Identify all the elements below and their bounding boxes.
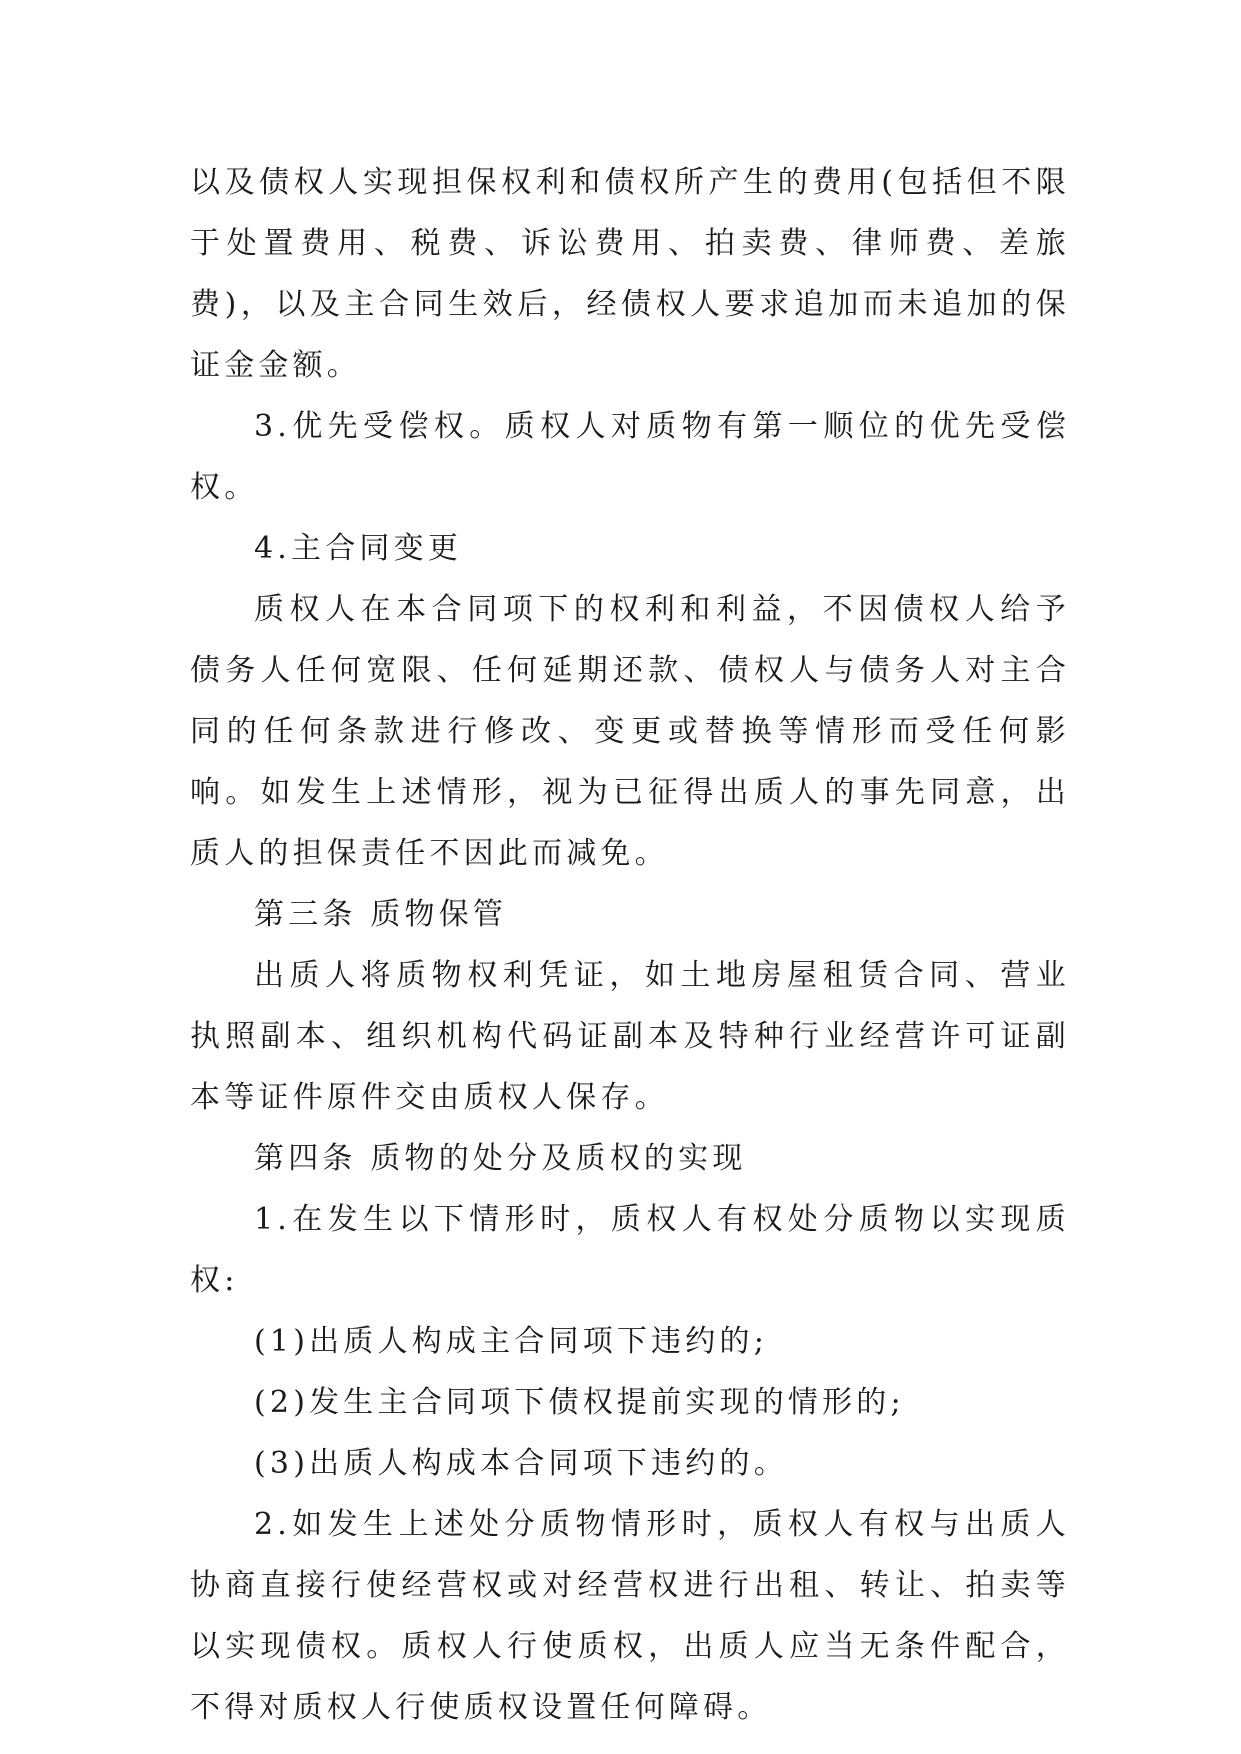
- paragraph-main-contract-change-heading: 4.主合同变更: [254, 531, 463, 566]
- article-four-heading: 第四条 质物的处分及质权的实现: [254, 1141, 747, 1176]
- paragraph-continued-fees: 以及债权人实现担保权利和债权所产生的费用(包括但不限于处置费用、税费、诉讼费用、拍卖费、律师费、差旅费)，以及主合同生效后，经债权人要求追加而未追加的保证金金额。: [190, 165, 1070, 383]
- paragraph-disposal-conditions: 1.在发生以下情形时，质权人有权处分质物以实现质权:: [190, 1202, 1070, 1298]
- article-three-heading: 第三条 质物保管: [254, 897, 508, 932]
- paragraph-disposal-methods: 2.如发生上述处分质物情形时，质权人有权与出质人协商直接行使经营权或对经营权进行出租、转让、拍卖等以实现债权。质权人行使质权，出质人应当无条件配合，不得对质权人行使质权设置任何障碍。: [190, 1507, 1070, 1725]
- list-item-2: (2)发生主合同项下债权提前实现的情形的;: [254, 1385, 905, 1420]
- paragraph-priority-right: 3.优先受偿权。质权人对质物有第一顺位的优先受偿权。: [190, 409, 1070, 505]
- document-body: [190, 152, 1070, 1738]
- list-item-3: (3)出质人构成本合同项下违约的。: [254, 1446, 788, 1481]
- paragraph-main-contract-change: 质权人在本合同项下的权利和利益，不因债权人给予债务人任何宽限、任何延期还款、债权人与债务人对主合同的任何条款进行修改、变更或替换等情形而受任何影响。如发生上述情形，视为已征得出质人的事先同意，出质人的担保责任不因此而减免。: [190, 592, 1070, 871]
- list-item-1: (1)出质人构成主合同项下违约的;: [254, 1324, 769, 1359]
- paragraph-pledge-custody: 出质人将质物权利凭证，如土地房屋租赁合同、营业执照副本、组织机构代码证副本及特种行业经营许可证副本等证件原件交由质权人保存。: [190, 958, 1070, 1115]
